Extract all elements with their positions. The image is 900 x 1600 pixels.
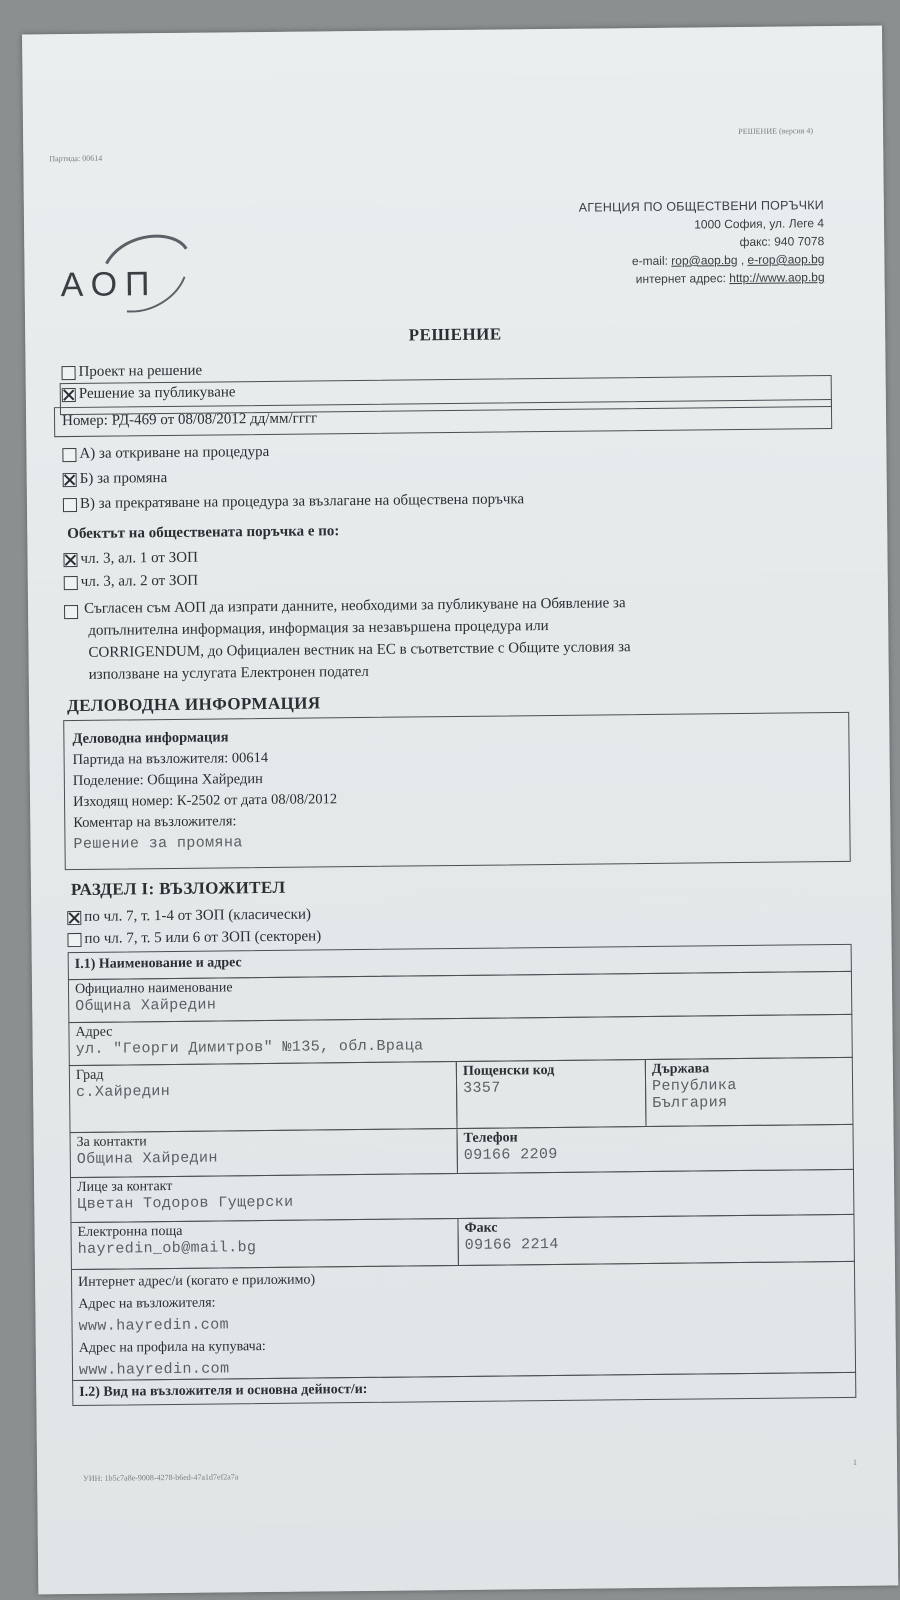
email-cell — [70, 1218, 458, 1270]
phone-label: Телефон — [463, 1130, 518, 1146]
clerical-division: Поделение: Община Хайредин — [72, 771, 263, 790]
address-label: Адрес — [75, 1024, 113, 1040]
buyer-address-value: www.hayredin.com — [78, 1316, 230, 1335]
object-art3-2[interactable] — [64, 573, 199, 591]
clerical-comment-label: Коментар на възложителя: — [73, 813, 237, 832]
postcode-value: 3357 — [462, 1079, 501, 1097]
clerical-outgoing: Изходящ номер: К-2502 от дата 08/08/2012 — [72, 791, 338, 811]
object-art3-2-label: чл. 3, ал. 2 от ЗОП — [80, 572, 199, 590]
person-label: Лице за контакт — [77, 1178, 173, 1195]
checkbox-icon[interactable] — [63, 497, 77, 511]
country-value-1: Република — [651, 1077, 737, 1095]
profile-label: Адрес на профила на купувача: — [78, 1339, 266, 1356]
section1-heading: РАЗДЕЛ I: ВЪЗЛОЖИТЕЛ — [70, 877, 286, 900]
document-page — [22, 25, 898, 1594]
email-label: Електронна поща — [77, 1223, 183, 1240]
purpose-change-label: Б) за промяна — [79, 470, 168, 487]
agency-contact-block — [579, 196, 825, 289]
checkbox-icon[interactable] — [61, 365, 75, 379]
country-label: Държава — [651, 1061, 710, 1077]
buyer-address-label: Адрес на възложителя: — [78, 1295, 216, 1312]
fax-cell — [457, 1214, 854, 1266]
option-publish[interactable] — [62, 384, 236, 403]
option-draft-label: Проект на решение — [78, 362, 203, 380]
agency-address: 1000 София, ул. Леге 4 — [694, 216, 825, 232]
checkbox-checked-icon[interactable] — [63, 552, 77, 566]
address-value: ул. "Георги Димитров" №135, обл.Враца — [75, 1037, 424, 1058]
contacts-cell — [70, 1128, 458, 1178]
purpose-terminate[interactable] — [63, 491, 524, 513]
fax-label: Факс — [464, 1220, 498, 1236]
postcode-cell — [456, 1059, 647, 1129]
contacts-value: Община Хайредин — [76, 1149, 218, 1168]
decision-number: Номер: РД-469 от 08/08/2012 дд/мм/гггг — [61, 410, 318, 430]
profile-value: www.hayredin.com — [78, 1360, 230, 1379]
checkbox-checked-icon[interactable] — [67, 910, 81, 924]
city-cell — [69, 1061, 458, 1133]
logo-text: АОП — [60, 265, 158, 305]
checkbox-checked-icon[interactable] — [63, 472, 77, 486]
object-art3-1[interactable] — [63, 550, 198, 568]
city-label: Град — [75, 1067, 104, 1083]
official-name-label: Официално наименование — [74, 980, 233, 997]
consent-option[interactable] — [64, 600, 81, 619]
city-value: с.Хайредин — [76, 1083, 171, 1101]
checkbox-icon[interactable] — [67, 932, 81, 946]
purpose-open[interactable] — [62, 444, 269, 463]
consent-line-3: CORRIGENDUM, до Официален вестник на ЕС в съответствие с Общите условия за — [88, 639, 631, 661]
internet-cell — [71, 1261, 856, 1381]
checkbox-icon[interactable] — [64, 605, 78, 619]
footer-uin: УИН: 1b5c7a8e-9008-4278-b6ed-47a1d7ef2a7a — [83, 1472, 239, 1483]
batch-small-label: Партида: 00614 — [49, 153, 103, 164]
checkbox-checked-icon[interactable] — [62, 387, 76, 401]
agency-name: АГЕНЦИЯ ПО ОБЩЕСТВЕНИ ПОРЪЧКИ — [578, 198, 824, 215]
agency-email-separator: , — [740, 252, 745, 267]
document-title: РЕШЕНИЕ — [408, 324, 502, 345]
clerical-batch: Партида на възложителя: 00614 — [72, 749, 269, 769]
buyer-classic-label: по чл. 7, т. 1-4 от ЗОП (класически) — [84, 906, 312, 925]
clerical-comment-value: Решение за промяна — [73, 834, 243, 854]
checkbox-icon[interactable] — [64, 575, 78, 589]
phone-value: 09166 2209 — [463, 1145, 558, 1164]
internet-label: Интернет адрес/и (когато е приложимо) — [78, 1272, 316, 1290]
email-value: hayredin_ob@mail.bg — [77, 1239, 257, 1258]
official-name-value: Община Хайредин — [75, 996, 217, 1015]
object-art3-1-label: чл. 3, ал. 1 от ЗОП — [80, 549, 198, 567]
consent-line-1: Съгласен съм АОП да изпрати данните, необходими за публикуване на Обявление за — [83, 595, 626, 617]
country-value-2: България — [652, 1094, 728, 1112]
clerical-box — [63, 712, 851, 870]
purpose-open-label: А) за откриване на процедура — [79, 443, 270, 462]
agency-email-link-1[interactable]: rop@aop.bg — [671, 253, 738, 268]
agency-email-label: e-mail: — [631, 253, 668, 269]
buyer-classic[interactable] — [67, 907, 311, 927]
form-version-label: РЕШЕНИЕ (версия 4) — [738, 126, 814, 137]
agency-web-label: интернет адрес: — [635, 271, 726, 287]
buyer-sector[interactable] — [67, 928, 321, 948]
phone-cell — [456, 1124, 853, 1174]
postcode-label: Пощенски код — [462, 1062, 555, 1079]
person-value: Цветан Тодоров Гущерски — [77, 1193, 294, 1213]
purpose-terminate-label: В) за прекратяване на процедура за възлагане на обществена поръчка — [79, 491, 525, 512]
buyer-sector-label: по чл. 7, т. 5 или 6 от ЗОП (секторен) — [84, 928, 322, 947]
country-cell — [645, 1057, 854, 1127]
sub2-title: I.2) Вид на възложителя и основна дейност/и: — [79, 1381, 368, 1400]
object-heading: Обектът на обществената поръчка е по: — [67, 523, 340, 543]
consent-line-4: използване на услугата Електронен подател — [88, 663, 369, 683]
agency-web-line — [579, 268, 824, 289]
clerical-box-title: Деловодна информация — [72, 729, 229, 748]
consent-text — [84, 590, 815, 686]
fax-value: 09166 2214 — [464, 1235, 559, 1254]
checkbox-icon[interactable] — [62, 447, 76, 461]
aop-logo — [54, 223, 195, 314]
consent-line-2: допълнителна информация, информация за незавършена процедура или — [88, 618, 549, 639]
purpose-change[interactable] — [63, 470, 168, 488]
agency-fax: факс: 940 7078 — [739, 234, 825, 249]
sub1-title: I.1) Наименование и адрес — [74, 955, 242, 973]
option-draft[interactable] — [61, 363, 202, 381]
clerical-heading: ДЕЛОВОДНА ИНФОРМАЦИЯ — [66, 693, 321, 716]
contacts-label: За контакти — [76, 1134, 147, 1150]
option-publish-label: Решение за публикуване — [78, 384, 236, 402]
footer-page-number: 1 — [852, 1457, 858, 1467]
agency-email-link-2[interactable]: e-rop@aop.bg — [747, 252, 825, 267]
agency-web-link[interactable]: http://www.aop.bg — [729, 270, 825, 286]
